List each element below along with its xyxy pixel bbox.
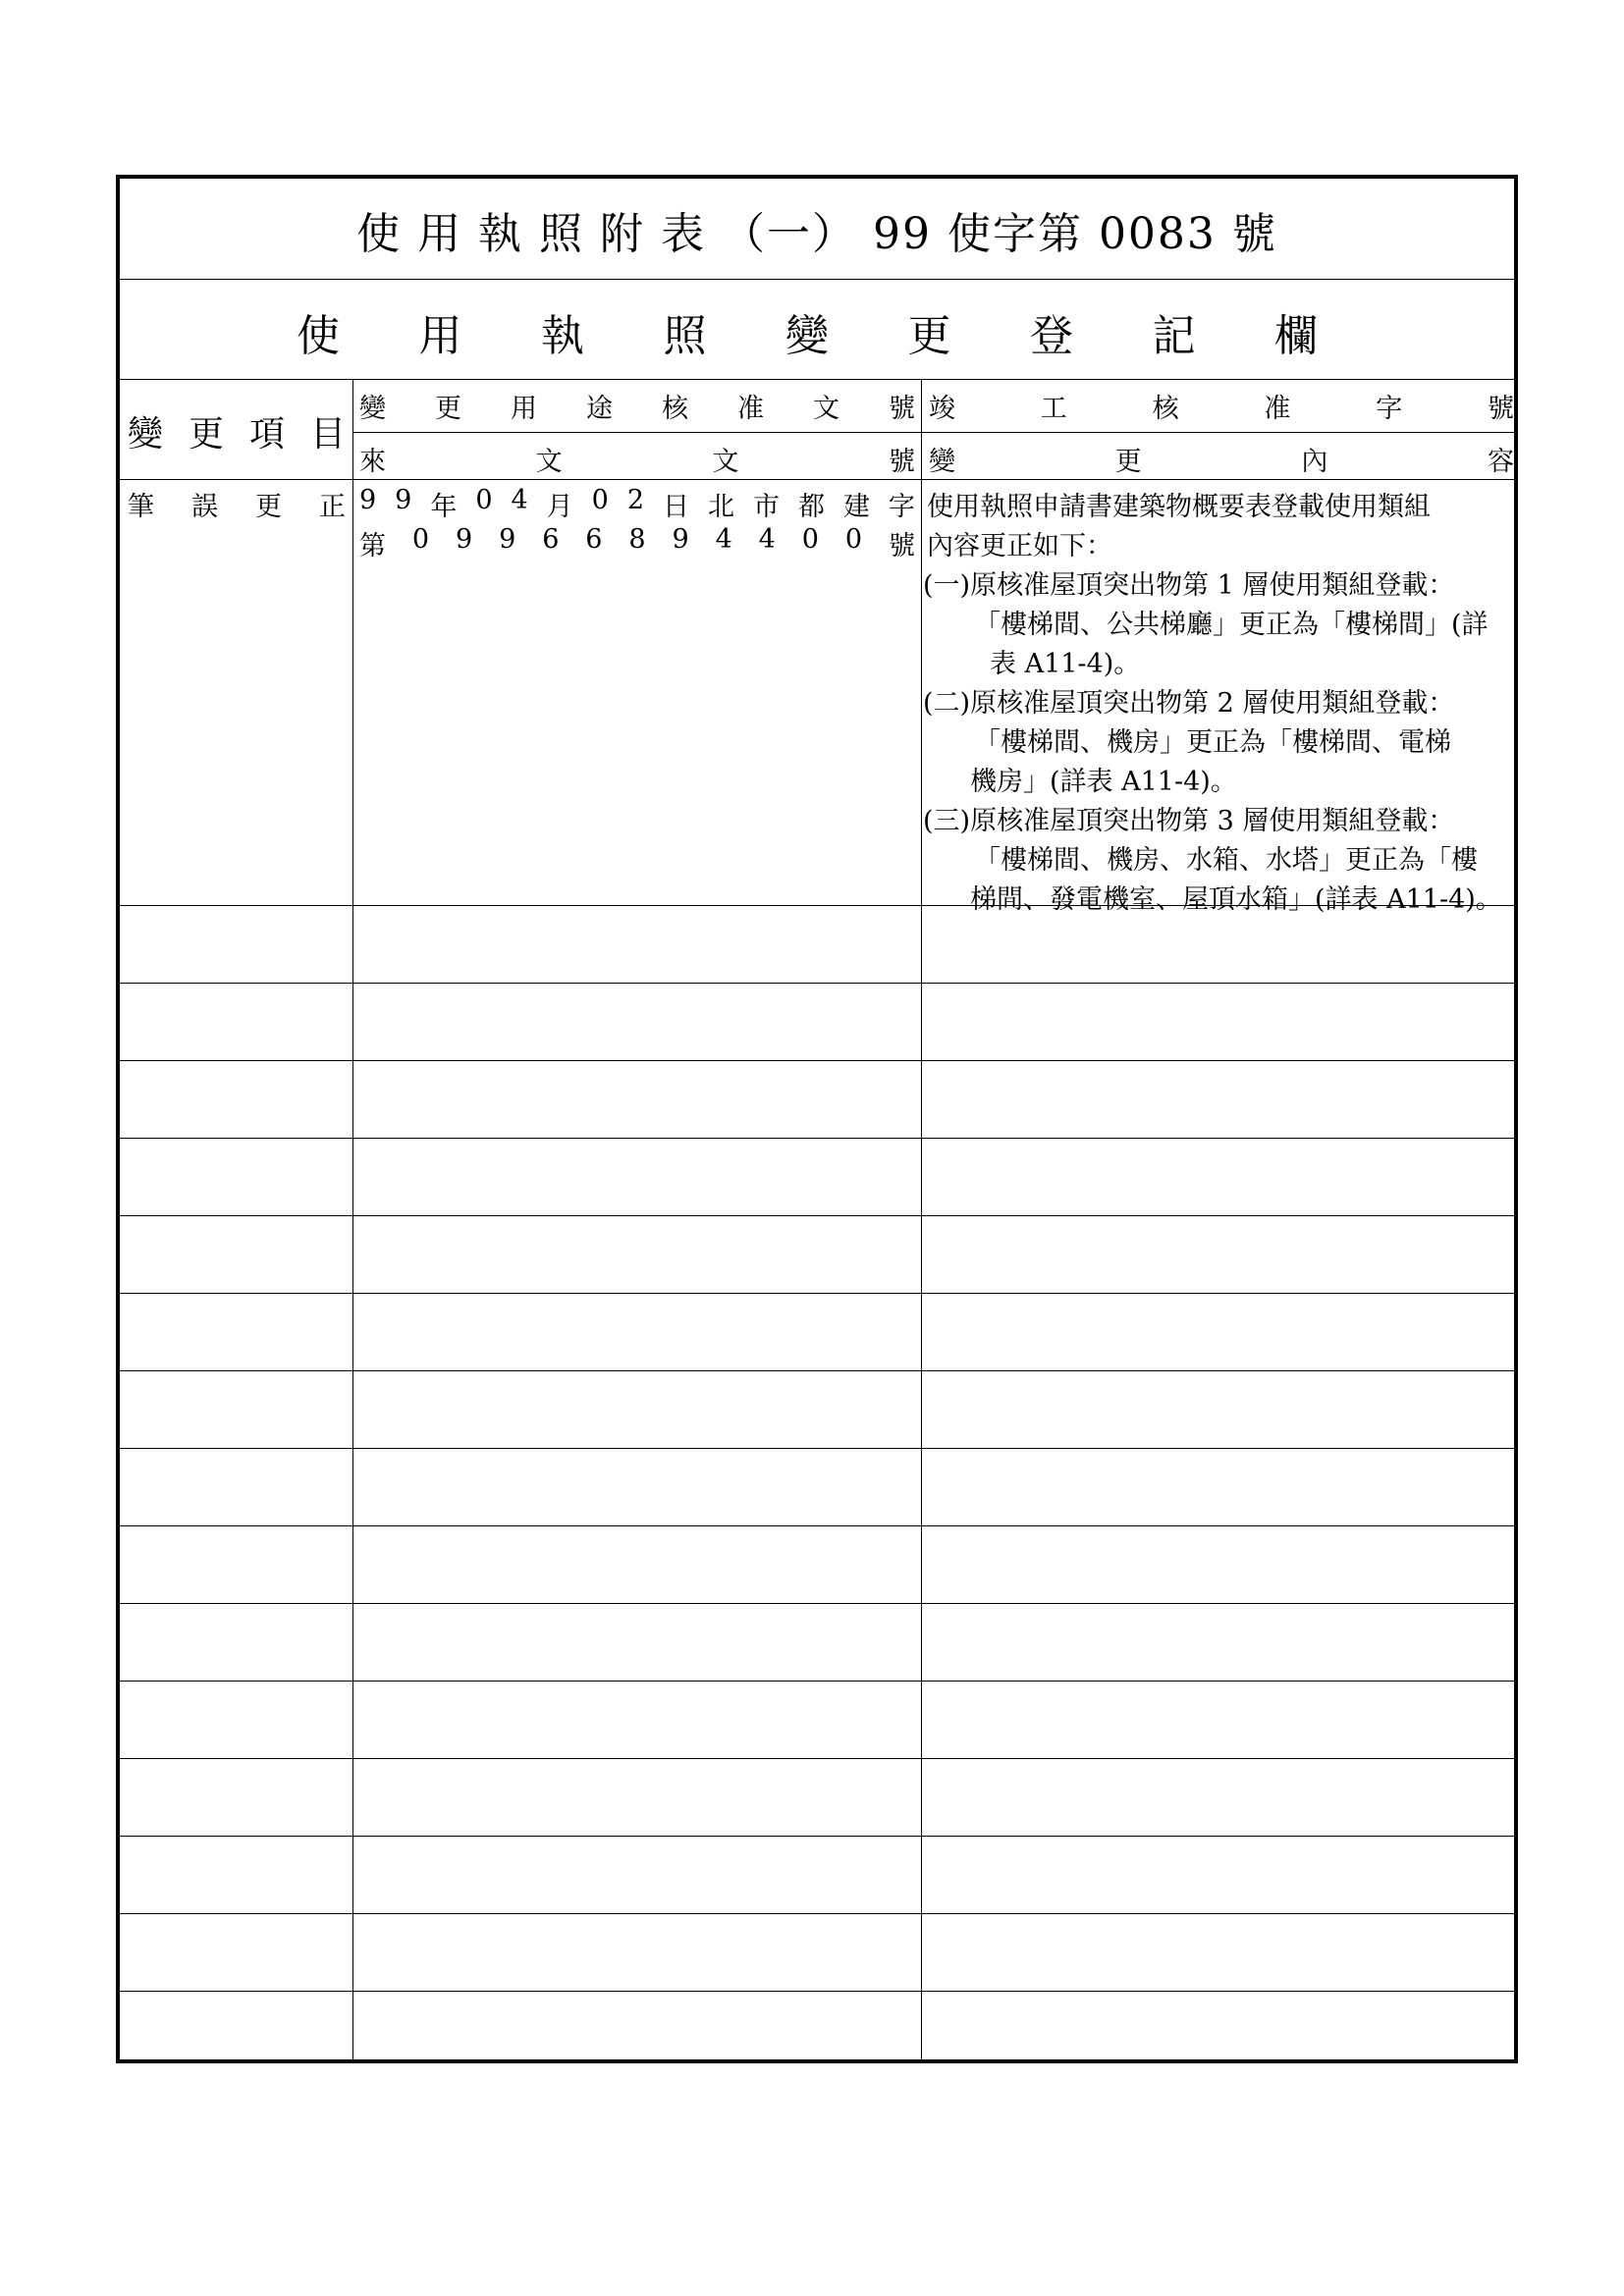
row-line [120,983,1514,984]
row-line [120,1681,1514,1682]
divider [120,379,1514,380]
change-register-form [116,175,1518,2063]
record-doc-line2: 第 0 9 9 6 6 8 9 4 4 0 0 號 [359,524,915,561]
form-subtitle: 使 用 執 照 變 更 登 記 欄 [297,311,1318,361]
content-line: (一)原核准屋頂突出物第 1 層使用類組登載： [923,570,1455,601]
content-line: 「樓梯間、機房」更正為「樓梯間、電梯 [974,727,1451,758]
row-line [120,1525,1514,1526]
content-line: 內容更正如下： [927,531,1112,561]
row-line [120,1603,1514,1604]
column-divider [352,379,353,2059]
header-approval-doc: 變 更 用 途 核 准 文 號 [359,394,915,424]
row-line [120,1215,1514,1216]
form-title: 使 用 執 照 附 表 （一） 99 使字第 0083 號 [356,209,1277,259]
content-line: 機房」(詳表 A11-4)。 [970,767,1237,797]
row-line [120,1448,1514,1449]
row-line [120,1060,1514,1061]
content-line: (三)原核准屋頂突出物第 3 層使用類組登載： [923,806,1455,836]
header-incoming-doc: 來 文 文 號 [359,447,915,477]
record-doc-line1: 9 9 年 0 4 月 0 2 日 北 市 都 建 字 [359,485,915,522]
row-line [120,1913,1514,1914]
content-line: 「樓梯間、公共梯廳」更正為「樓梯間」(詳 [974,610,1489,640]
row-line [120,1293,1514,1294]
row-line [120,905,1514,906]
content-line: 梯間、發電機室、屋頂水箱」(詳表 A11-4)。 [970,884,1502,915]
header-completion-no: 竣 工 核 准 字 號 [929,394,1514,424]
header-change-content: 變 更 內 容 [929,447,1514,477]
record-item: 筆 誤 更 正 [128,492,346,522]
divider [120,279,1514,280]
content-line: 表 A11-4)。 [990,649,1141,679]
header-change-item: 變 更 項 目 [128,414,346,454]
column-divider [921,379,922,2059]
content-line: 「樓梯間、機房、水箱、水塔」更正為「樓 [974,845,1478,876]
row-line [120,1370,1514,1371]
divider [120,479,1514,480]
content-line: (二)原核准屋頂突出物第 2 層使用類組登載： [923,688,1455,719]
row-line [120,1758,1514,1759]
row-line [120,1138,1514,1139]
row-line [120,1991,1514,1992]
row-line [120,1836,1514,1837]
divider [352,432,1514,433]
content-line: 使用執照申請書建築物概要表登載使用類組 [927,492,1431,522]
